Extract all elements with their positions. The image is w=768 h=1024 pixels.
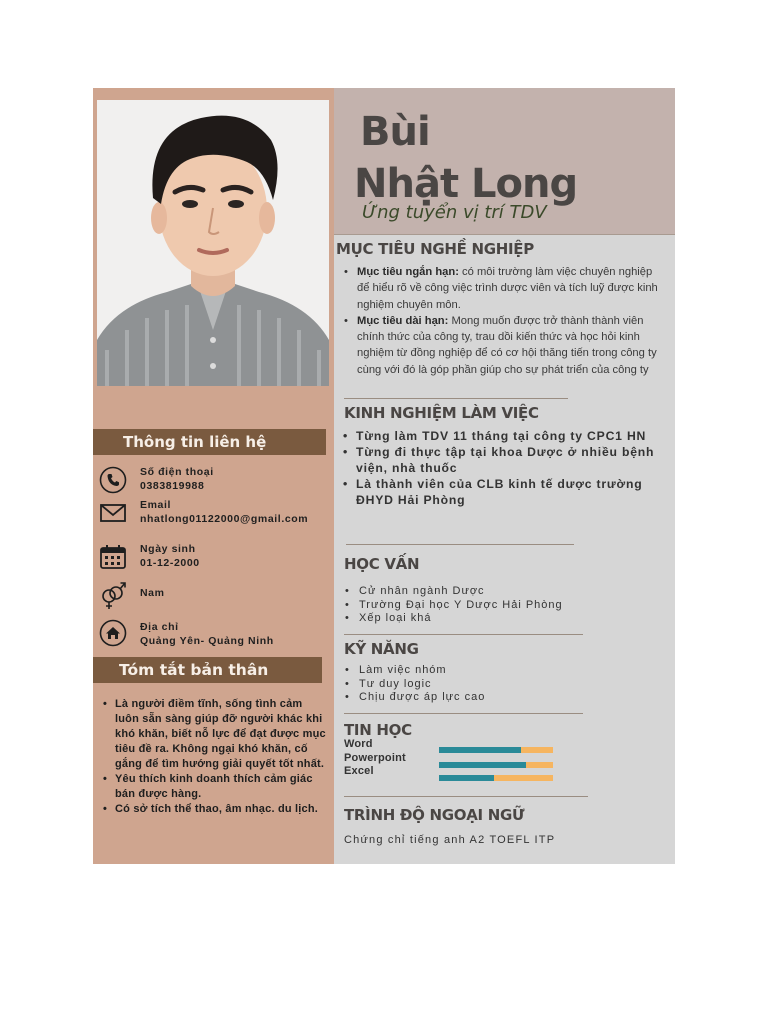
list-item: • Làm việc nhóm (343, 664, 485, 678)
phone-row (98, 465, 214, 495)
list-item: • Có sở tích thể thao, âm nhạc. du lịch. (101, 802, 326, 817)
phone-label: Số điện thoại (140, 466, 214, 478)
goals-heading: MỤC TIÊU NGHỀ NGHIỆP (336, 240, 534, 258)
address-value: Quảng Yên- Quảng Ninh (140, 635, 274, 647)
phone-icon (98, 465, 128, 495)
it-bar-excel (439, 775, 553, 781)
divider (344, 398, 568, 399)
email-value: nhatlong01122000@gmail.com (140, 513, 309, 525)
education-list (343, 585, 563, 626)
divider (344, 713, 583, 714)
address-label: Địa chỉ (140, 621, 179, 633)
email-icon (98, 498, 128, 528)
list-item: • Từng đi thực tập tại khoa Dược ở nhiều bệnh viện, nhà thuốc (342, 444, 662, 476)
summary-list (101, 697, 326, 817)
list-item: • Chịu được áp lực cao (343, 691, 485, 705)
skills-list (343, 664, 485, 705)
list-item: • Mục tiêu ngắn hạn: có môi trường làm việc chuyên nghiệp để hiểu rõ về công việc trình dược viên và tích luỹ được kinh nghiệm chuyên môn. (343, 264, 665, 313)
language-heading: TRÌNH ĐỘ NGOẠI NGỮ (344, 806, 525, 824)
gender-icon (98, 580, 128, 610)
education-heading: HỌC VẤN (344, 555, 420, 573)
it-label-excel: Excel (344, 765, 374, 777)
list-item: • Là thành viên của CLB kinh tế dược trường ĐHYD Hải Phòng (342, 476, 662, 508)
it-bar-word (439, 747, 553, 753)
gender-row (98, 580, 165, 610)
divider (344, 796, 588, 797)
experience-list (342, 428, 662, 508)
calendar-icon (98, 542, 128, 572)
list-item: • Mục tiêu dài hạn: Mong muốn được trở thành thành viên chính thức của công ty, trau dồi kiến thức và học hỏi kinh nghiệm từ đồng nghiệp để có cơ hội thăng tiến trong công ty cùng với đó là góp phần giúp cho sự phát triển của công ty (343, 313, 665, 378)
email-label: Email (140, 499, 172, 511)
divider (334, 234, 675, 235)
it-bar-powerpoint (439, 762, 553, 768)
divider (346, 544, 574, 545)
list-item: • Là người điềm tĩnh, sống tình cảm luôn sẵn sàng giúp đỡ người khác khi khó khăn, biết nỗ lực để đạt được mục tiêu đề ra. Không ngại khó khăn, cố gắng để tìm hướng giải quyết tốt nhất. (101, 697, 326, 772)
language-text: Chứng chỉ tiếng anh A2 TOEFL ITP (344, 834, 556, 846)
gender-value: Nam (140, 587, 165, 599)
phone-value: 0383819988 (140, 480, 205, 492)
list-item: • Cử nhân ngành Dược (343, 585, 563, 599)
candidate-name: Bùi Nhật Long (354, 109, 578, 207)
profile-photo (97, 100, 329, 386)
dob-label: Ngày sinh (140, 543, 196, 555)
it-label-word: Word (344, 738, 373, 750)
email-row (98, 498, 308, 528)
it-labels (344, 738, 406, 779)
it-heading: TIN HỌC (344, 721, 412, 739)
applied-position: Ứng tuyển vị trí TDV (362, 202, 547, 223)
address-row (98, 618, 274, 648)
goals-list (343, 264, 665, 378)
skills-heading: KỸ NĂNG (344, 640, 419, 658)
list-item: • Xếp loại khá (343, 612, 563, 626)
divider (344, 634, 583, 635)
name-box (334, 88, 675, 234)
cv-page (93, 88, 675, 864)
list-item: • Tư duy logic (343, 678, 485, 692)
contact-heading: Thông tin liên hệ (93, 429, 326, 455)
list-item: • Yêu thích kinh doanh thích cảm giác bán được hàng. (101, 772, 326, 802)
it-label-powerpoint: Powerpoint (344, 751, 406, 764)
dob-value: 01-12-2000 (140, 557, 200, 569)
home-icon (98, 618, 128, 648)
summary-heading: Tóm tắt bản thân (93, 657, 322, 683)
experience-heading: KINH NGHIỆM LÀM VIỆC (344, 404, 539, 422)
list-item: • Từng làm TDV 11 tháng tại công ty CPC1 HN (342, 428, 662, 444)
dob-row (98, 542, 200, 572)
list-item: • Trường Đại học Y Dược Hải Phòng (343, 599, 563, 613)
